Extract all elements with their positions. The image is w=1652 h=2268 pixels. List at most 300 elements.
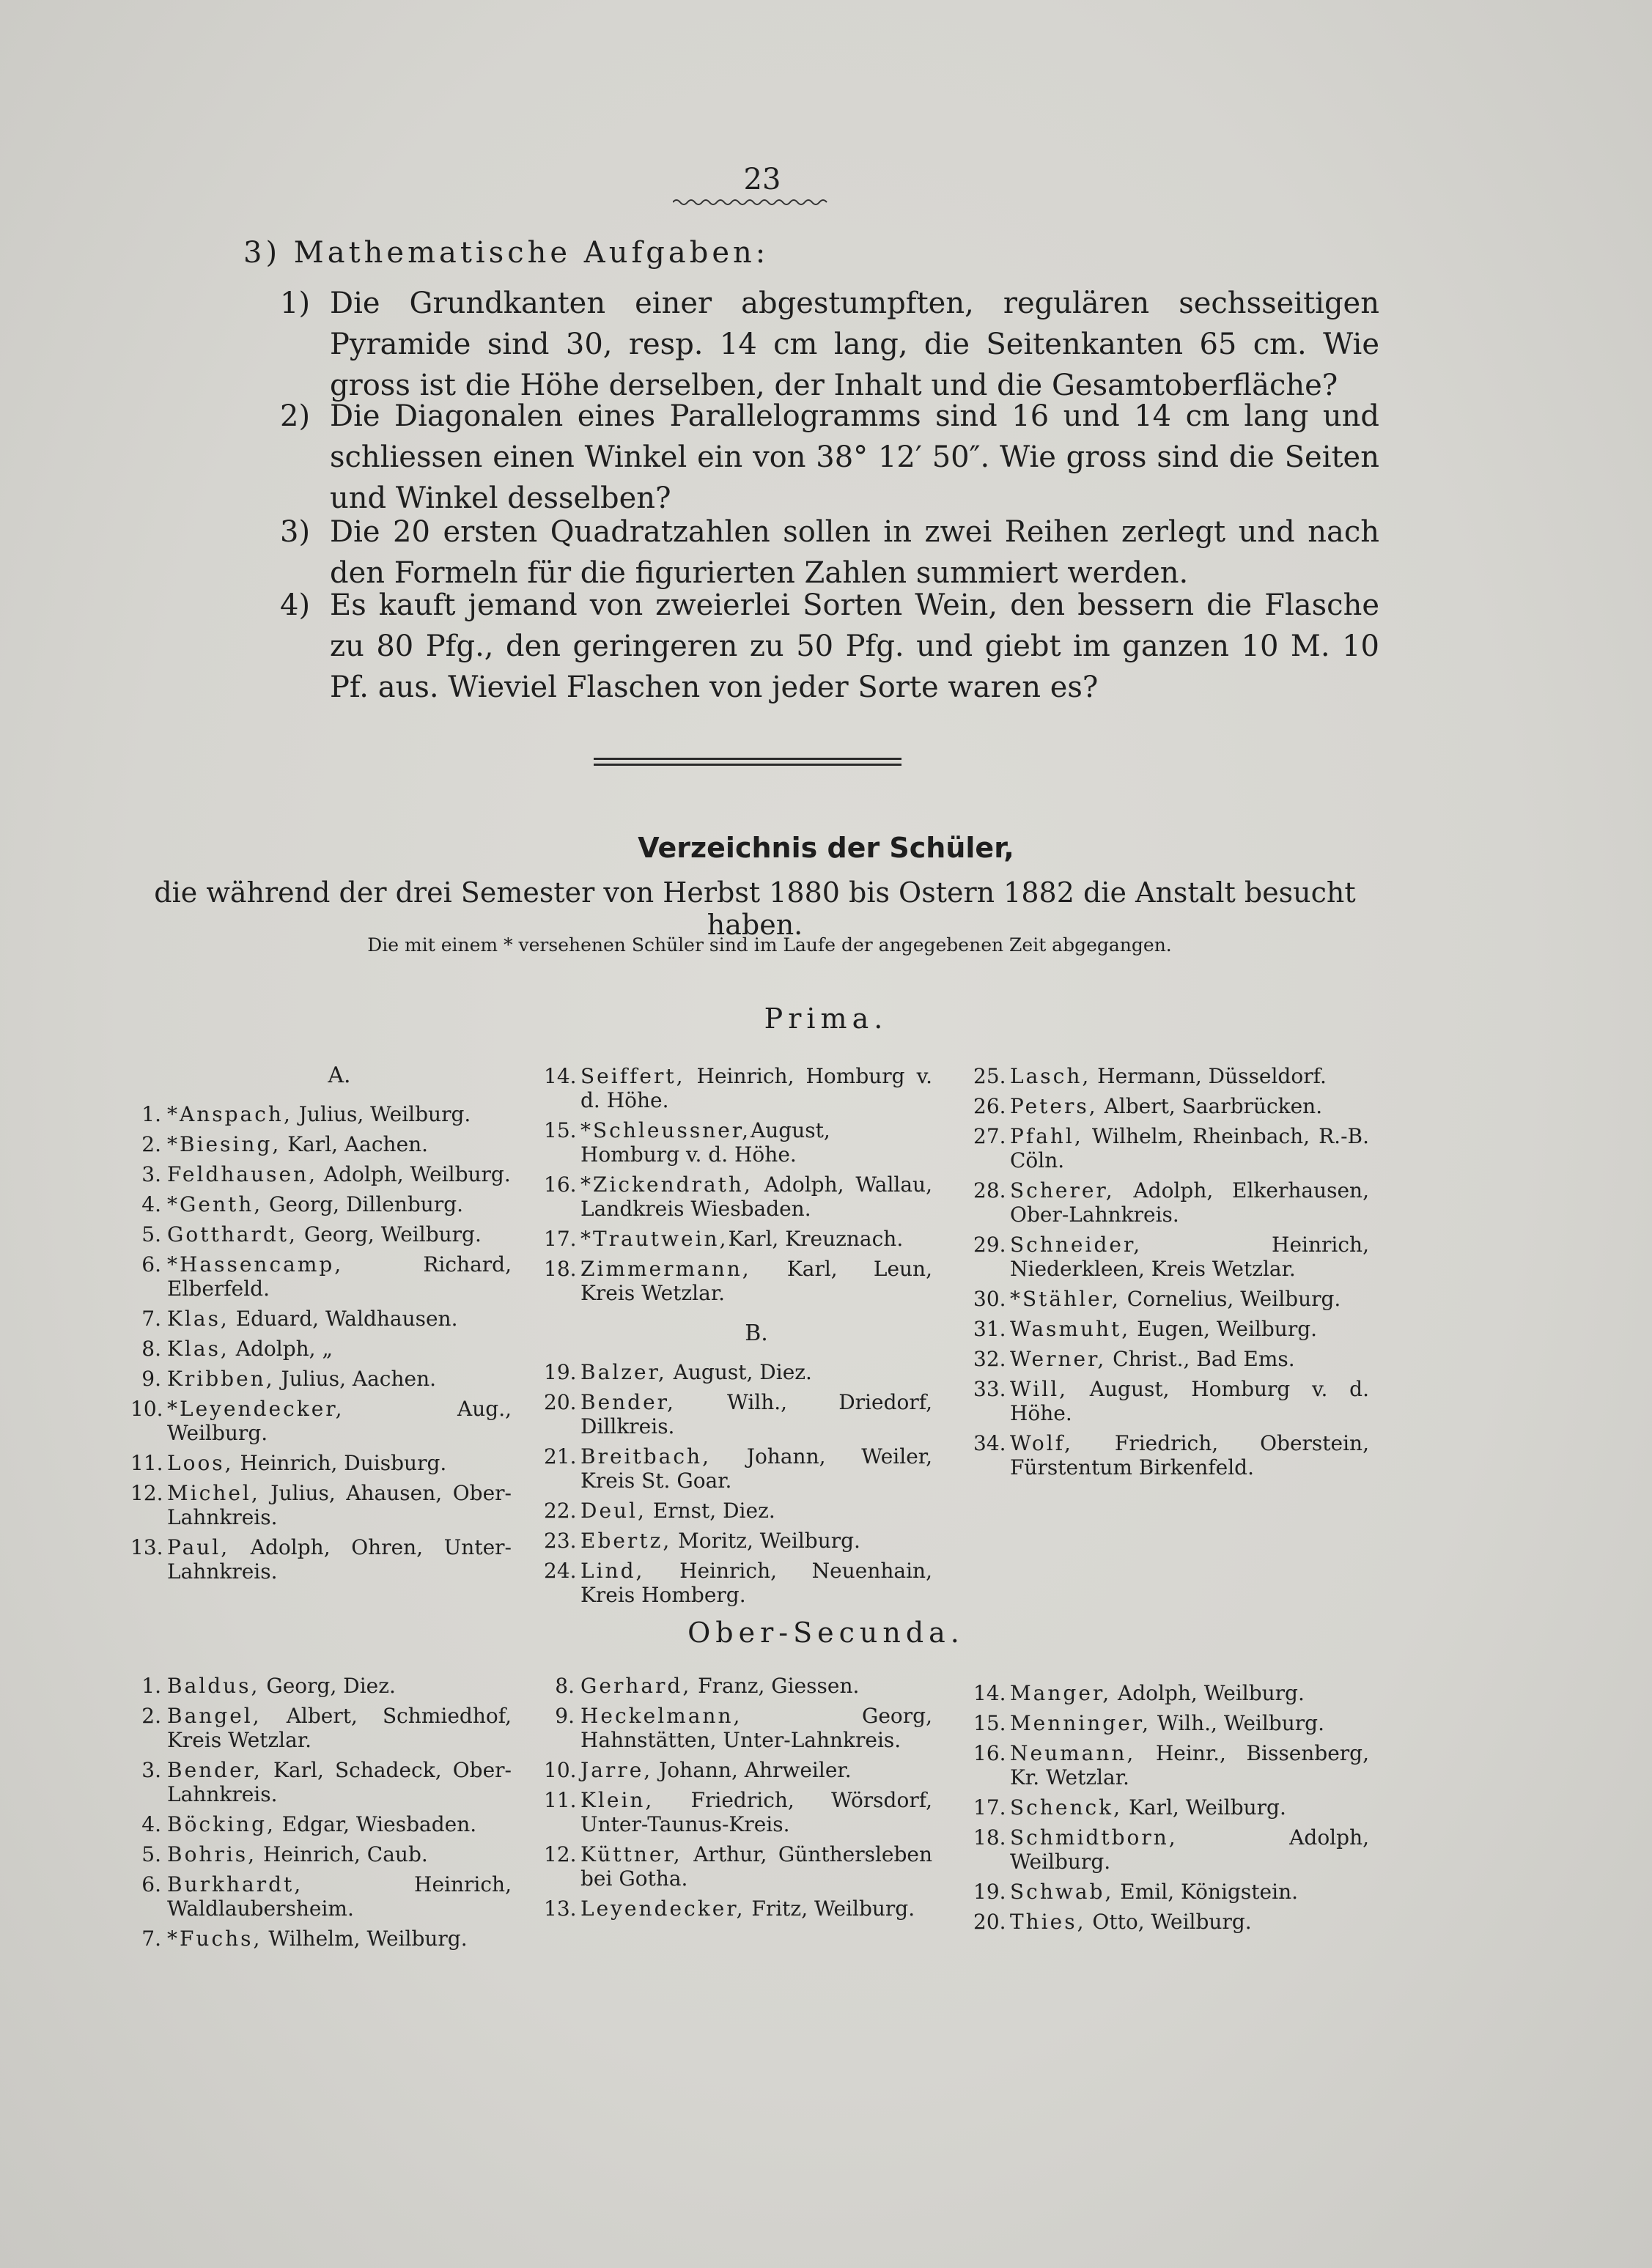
entry-text: [167, 1451, 512, 1475]
student-surname: Menninger,: [1010, 1711, 1151, 1735]
entry-number: 4.: [141, 1812, 161, 1836]
entry-number: 21.: [544, 1444, 577, 1469]
entry-text: [167, 1481, 512, 1529]
entry-text: [580, 1390, 932, 1438]
entry-text: [1010, 1431, 1369, 1480]
entry-number: 6.: [141, 1872, 161, 1896]
student-details: Moritz, Weilburg.: [671, 1529, 860, 1553]
prima-column-2: [544, 1064, 932, 1613]
list-title: Verzeichnis der Schüler,: [638, 832, 1014, 864]
student-surname: Klas,: [167, 1307, 229, 1331]
entry-number: 13.: [130, 1535, 163, 1559]
student-details: Johann, Weiler, Kreis St. Goar.: [580, 1444, 932, 1493]
entry-text: [580, 1444, 932, 1493]
student-entry: [130, 1367, 512, 1391]
entry-text: [167, 1337, 512, 1361]
student-details: Adolph, Elkerhausen, Ober-Lahnkreis.: [1010, 1178, 1369, 1227]
student-details: Karl, Weilburg.: [1122, 1795, 1286, 1820]
entry-number: 29.: [973, 1233, 1006, 1257]
entry-number: 10.: [130, 1397, 163, 1421]
student-surname: Ebertz,: [580, 1529, 672, 1553]
entry-number: 14.: [973, 1681, 1006, 1705]
entry-number: 30.: [973, 1287, 1006, 1311]
entry-text: [580, 1788, 932, 1836]
entry-text: [1010, 1064, 1369, 1088]
student-surname: Thies,: [1010, 1910, 1086, 1934]
entry-number: 8.: [555, 1674, 575, 1698]
student-surname: Heckelmann,: [580, 1704, 742, 1728]
entry-number: 26.: [973, 1094, 1006, 1118]
student-entry: [544, 1674, 932, 1698]
entry-text: [167, 1367, 512, 1391]
student-details: Richard, Elberfeld.: [167, 1252, 512, 1301]
entry-text: [1010, 1287, 1369, 1311]
section-heading-obersecunda: Ober-Secunda.: [687, 1617, 965, 1649]
entry-text: [580, 1704, 932, 1752]
entry-number: 15.: [973, 1711, 1006, 1735]
student-details: Ernst, Diez.: [646, 1499, 775, 1523]
student-details: August, Diez.: [666, 1360, 812, 1384]
student-entry: [544, 1227, 932, 1251]
student-entry: [130, 1222, 512, 1246]
entry-number: 8.: [141, 1337, 161, 1361]
section-heading-prima: Prima.: [764, 1002, 888, 1035]
student-surname: Bender,: [167, 1758, 262, 1782]
entry-text: [580, 1559, 932, 1607]
student-entry: [973, 1317, 1369, 1341]
student-details: Heinr., Bissenberg, Kr. Wetzlar.: [1010, 1741, 1369, 1789]
entry-number: 13.: [544, 1896, 577, 1921]
student-details: Karl, Aachen.: [281, 1132, 429, 1156]
student-surname: Bohris,: [167, 1842, 257, 1866]
entry-text: [580, 1896, 932, 1921]
student-entry: [130, 1337, 512, 1361]
entry-number: 20.: [544, 1390, 577, 1414]
student-surname: Wasmuht,: [1010, 1317, 1131, 1341]
student-details: Georg, Weilburg.: [297, 1222, 482, 1246]
entry-number: 28.: [973, 1178, 1006, 1203]
entry-number: 33.: [973, 1377, 1006, 1401]
student-surname: Gotthardt,: [167, 1222, 298, 1246]
student-entry: [130, 1535, 512, 1584]
entry-number: 16.: [544, 1172, 577, 1197]
entry-text: [580, 1227, 932, 1251]
entry-text: [1010, 1377, 1369, 1425]
student-details: Eduard, Waldhausen.: [229, 1307, 458, 1331]
student-entry: [130, 1162, 512, 1186]
entry-number: 10.: [544, 1758, 577, 1782]
student-details: August, Homburg v. d. Höhe.: [580, 1118, 830, 1167]
list-note: Die mit einem * versehenen Schüler sind im Laufe der angegebenen Zeit abgegangen.: [367, 934, 1172, 956]
student-entry: [973, 1233, 1369, 1281]
student-details: Julius, Weilburg.: [292, 1102, 471, 1126]
entry-text: [167, 1758, 512, 1806]
student-details: Georg, Dillenburg.: [262, 1192, 464, 1216]
student-details: Wilhelm, Rheinbach, R.-B. Cöln.: [1010, 1124, 1369, 1172]
student-entry: [973, 1347, 1369, 1371]
student-details: Georg, Hahnstätten, Unter-Lahnkreis.: [580, 1704, 932, 1752]
prima-column-3: [973, 1064, 1369, 1485]
entry-text: [580, 1360, 932, 1384]
entry-text: [580, 1499, 932, 1523]
student-surname: Lasch,: [1010, 1064, 1091, 1088]
student-details: Julius, Aachen.: [274, 1367, 437, 1391]
student-details: Heinrich, Waldlaubersheim.: [167, 1872, 512, 1921]
entry-number: 27.: [973, 1124, 1006, 1148]
student-surname: Michel,: [167, 1481, 260, 1505]
entry-number: 11.: [130, 1451, 163, 1475]
student-surname: Baldus,: [167, 1674, 260, 1698]
student-surname: Loos,: [167, 1451, 234, 1475]
student-surname: Lind,: [580, 1559, 645, 1583]
entry-text: [1010, 1910, 1369, 1934]
entry-text: [1010, 1317, 1369, 1341]
student-surname: Bangel,: [167, 1704, 262, 1728]
student-details: Wilh., Driedorf, Dillkreis.: [580, 1390, 932, 1438]
entry-number: 19.: [544, 1360, 577, 1384]
entry-number: 3.: [141, 1758, 161, 1782]
student-entry: [544, 1704, 932, 1752]
problem-text: Die Diagonalen eines Parallelogramms sind 16 und 14 cm lang und schliessen einen Winkel ein von 38° 12′ 50″. Wie gross sind die Seiten und Winkel desselben?: [330, 399, 1379, 515]
student-entry: [130, 1758, 512, 1806]
student-details: Eugen, Weilburg.: [1130, 1317, 1318, 1341]
entry-text: [580, 1064, 932, 1112]
student-details: Hermann, Düsseldorf.: [1091, 1064, 1327, 1088]
entry-number: 12.: [544, 1842, 577, 1866]
entry-number: 34.: [973, 1431, 1006, 1455]
student-entry: [544, 1896, 932, 1921]
student-entry: [973, 1431, 1369, 1480]
student-surname: Breitbach,: [580, 1444, 711, 1469]
prima-column-1: [130, 1061, 512, 1589]
student-details: Wilhelm, Weilburg.: [262, 1927, 468, 1951]
student-surname: Jarre,: [580, 1758, 653, 1782]
student-surname: Schmidtborn,: [1010, 1825, 1178, 1850]
entry-number: 22.: [544, 1499, 577, 1523]
math-problem: [280, 396, 1379, 519]
problem-number: 2): [280, 399, 311, 433]
entry-number: 4.: [141, 1192, 161, 1216]
student-entry: [130, 1252, 512, 1301]
student-details: Albert, Schmiedhof, Kreis Wetzlar.: [167, 1704, 512, 1752]
student-details: Heinrich, Neuenhain, Kreis Homberg.: [580, 1559, 932, 1607]
student-surname: *Genth,: [167, 1192, 263, 1216]
student-details: Aug., Weilburg.: [167, 1397, 512, 1445]
student-entry: [544, 1118, 932, 1167]
student-details: Arthur, Günthersleben bei Gotha.: [580, 1842, 932, 1891]
student-surname: Küttner,: [580, 1842, 682, 1866]
math-heading: 3) Mathematische Aufgaben:: [243, 236, 770, 270]
student-entry: [973, 1910, 1369, 1934]
student-entry: [130, 1812, 512, 1836]
student-details: Edgar, Wiesbaden.: [275, 1812, 477, 1836]
entry-number: 23.: [544, 1529, 577, 1553]
problem-text: Die 20 ersten Quadratzahlen sollen in zwei Reihen zerlegt und nach den Formeln für die figurierten Zahlen summiert werden.: [330, 515, 1379, 590]
student-surname: *Stähler,: [1010, 1287, 1121, 1311]
student-entry: [130, 1451, 512, 1475]
student-entry: [973, 1825, 1369, 1874]
problem-number: 3): [280, 515, 311, 549]
math-problem: [280, 511, 1379, 594]
student-entry: [544, 1788, 932, 1836]
entry-text: [1010, 1880, 1369, 1904]
entry-text: [167, 1704, 512, 1752]
entry-text: [1010, 1094, 1369, 1118]
student-surname: Klas,: [167, 1337, 229, 1361]
student-details: Adolph, Ohren, Unter-Lahnkreis.: [167, 1535, 512, 1584]
student-details: Heinrich, Caub.: [257, 1842, 428, 1866]
page-number-ornament: [673, 198, 830, 207]
student-entry: [130, 1192, 512, 1216]
entry-text: [167, 1397, 512, 1445]
student-entry: [130, 1927, 512, 1951]
student-surname: Will,: [1010, 1377, 1069, 1401]
entry-number: 11.: [544, 1788, 577, 1812]
entry-text: [167, 1307, 512, 1331]
entry-text: [167, 1872, 512, 1921]
student-details: Adolph, „: [229, 1337, 333, 1361]
student-surname: Manger,: [1010, 1681, 1112, 1705]
student-details: Heinrich, Homburg v. d. Höhe.: [580, 1064, 932, 1112]
student-entry: [973, 1178, 1369, 1227]
student-entry: [130, 1397, 512, 1445]
student-entry: [544, 1390, 932, 1438]
entry-text: [1010, 1825, 1369, 1874]
entry-text: [1010, 1347, 1369, 1371]
entry-text: [1010, 1233, 1369, 1281]
entry-number: 1.: [141, 1102, 161, 1126]
entry-number: 20.: [973, 1910, 1006, 1934]
student-entry: [544, 1064, 932, 1112]
student-surname: *Fuchs,: [167, 1927, 262, 1951]
entry-text: [580, 1842, 932, 1891]
student-entry: [130, 1307, 512, 1331]
separator-rule: [594, 764, 901, 766]
student-details: Karl, Schadeck, Ober-Lahnkreis.: [167, 1758, 512, 1806]
entry-number: 9.: [555, 1704, 575, 1728]
entry-text: [167, 1812, 512, 1836]
entry-text: [580, 1529, 932, 1553]
student-entry: [130, 1704, 512, 1752]
student-surname: Deul,: [580, 1499, 646, 1523]
student-surname: Seiffert,: [580, 1064, 685, 1088]
student-entry: [130, 1674, 512, 1698]
student-entry: [544, 1758, 932, 1782]
entry-text: [1010, 1741, 1369, 1789]
student-entry: [973, 1287, 1369, 1311]
entry-text: [167, 1162, 512, 1186]
group-heading-b: B.: [745, 1320, 768, 1346]
student-entry: [973, 1711, 1369, 1735]
entry-number: 6.: [141, 1252, 161, 1277]
obersecunda-column-3: [973, 1681, 1369, 1940]
entry-text: [1010, 1124, 1369, 1172]
student-surname: *Zickendrath,: [580, 1172, 753, 1197]
student-entry: [973, 1795, 1369, 1820]
student-details: Friedrich, Oberstein, Fürstentum Birkenfeld.: [1010, 1431, 1369, 1480]
student-details: Heinrich, Duisburg.: [233, 1451, 447, 1475]
student-details: Christ., Bad Ems.: [1106, 1347, 1295, 1371]
student-surname: Neumann,: [1010, 1741, 1136, 1765]
entry-number: 3.: [141, 1162, 161, 1186]
student-surname: *Trautwein,: [580, 1227, 729, 1251]
entry-number: 15.: [544, 1118, 577, 1142]
student-details: Friedrich, Wörsdorf, Unter-Taunus-Kreis.: [580, 1788, 932, 1836]
obersecunda-column-2: [544, 1674, 932, 1927]
student-details: Otto, Weilburg.: [1085, 1910, 1252, 1934]
entry-text: [580, 1674, 932, 1698]
student-details: Adolph, Weilburg.: [317, 1162, 511, 1186]
student-surname: *Hassencamp,: [167, 1252, 344, 1277]
separator-rule: [594, 758, 901, 760]
student-surname: Kribben,: [167, 1367, 275, 1391]
student-details: Johann, Ahrweiler.: [652, 1758, 852, 1782]
student-entry: [973, 1741, 1369, 1789]
entry-number: 7.: [141, 1307, 161, 1331]
entry-text: [1010, 1681, 1369, 1705]
student-surname: *Anspach,: [167, 1102, 292, 1126]
entry-text: [1010, 1178, 1369, 1227]
entry-text: [580, 1118, 932, 1167]
entry-text: [167, 1674, 512, 1698]
student-details: Georg, Diez.: [259, 1674, 396, 1698]
entry-number: 19.: [973, 1880, 1006, 1904]
student-entry: [130, 1481, 512, 1529]
student-surname: Klein,: [580, 1788, 654, 1812]
entry-number: 16.: [973, 1741, 1006, 1765]
problem-number: 4): [280, 588, 311, 622]
student-details: Wilh., Weilburg.: [1151, 1711, 1324, 1735]
student-surname: Paul,: [167, 1535, 230, 1559]
student-details: Fritz, Weilburg.: [745, 1896, 915, 1921]
student-details: Emil, Königstein.: [1113, 1880, 1299, 1904]
problem-number: 1): [280, 287, 311, 320]
student-details: Julius, Ahausen, Ober-Lahnkreis.: [167, 1481, 512, 1529]
student-entry: [973, 1094, 1369, 1118]
student-surname: Schwab,: [1010, 1880, 1114, 1904]
entry-number: 14.: [544, 1064, 577, 1088]
student-entry: [973, 1681, 1369, 1705]
page-number: 23: [743, 163, 781, 196]
entry-text: [580, 1758, 932, 1782]
entry-number: 5.: [141, 1842, 161, 1866]
entry-number: 9.: [141, 1367, 161, 1391]
student-entry: [544, 1257, 932, 1305]
student-entry: [544, 1444, 932, 1493]
student-surname: Pfahl,: [1010, 1124, 1083, 1148]
student-details: Franz, Giessen.: [691, 1674, 860, 1698]
entry-text: [580, 1257, 932, 1305]
entry-number: 31.: [973, 1317, 1006, 1341]
entry-number: 24.: [544, 1559, 577, 1583]
entry-number: 17.: [544, 1227, 577, 1251]
student-surname: *Biesing,: [167, 1132, 281, 1156]
entry-text: [167, 1132, 512, 1156]
student-surname: Peters,: [1010, 1094, 1098, 1118]
student-entry: [130, 1102, 512, 1126]
math-problem: [280, 585, 1379, 708]
student-surname: Balzer,: [580, 1360, 667, 1384]
entry-text: [1010, 1711, 1369, 1735]
entry-text: [167, 1535, 512, 1584]
entry-number: 2.: [141, 1132, 161, 1156]
student-entry: [544, 1172, 932, 1221]
list-subtitle: die während der drei Semester von Herbst 1880 bis Ostern 1882 die Anstalt besucht haben.: [154, 876, 1356, 941]
entry-number: 17.: [973, 1795, 1006, 1820]
student-details: Karl, Kreuznach.: [728, 1227, 904, 1251]
student-details: Albert, Saarbrücken.: [1097, 1094, 1323, 1118]
student-entry: [544, 1499, 932, 1523]
student-details: Karl, Leun, Kreis Wetzlar.: [580, 1257, 932, 1305]
student-surname: Gerhard,: [580, 1674, 692, 1698]
group-heading-a: A.: [328, 1063, 351, 1088]
entry-text: [167, 1842, 512, 1866]
entry-number: 7.: [141, 1927, 161, 1951]
student-surname: Bender,: [580, 1390, 676, 1414]
student-details: Heinrich, Niederkleen, Kreis Wetzlar.: [1010, 1233, 1369, 1281]
entry-text: [167, 1102, 512, 1126]
student-details: Adolph, Weilburg.: [1010, 1825, 1369, 1874]
entry-number: 25.: [973, 1064, 1006, 1088]
student-surname: Böcking,: [167, 1812, 276, 1836]
student-details: Cornelius, Weilburg.: [1120, 1287, 1341, 1311]
problem-text: Es kauft jemand von zweierlei Sorten Wein, den bessern die Flasche zu 80 Pfg., den geringeren zu 50 Pfg. und giebt im ganzen 10 M. 10 Pf. aus. Wieviel Flaschen von jeder Sorte waren es?: [330, 588, 1379, 704]
problem-text: Die Grundkanten einer abgestumpften, regulären sechsseitigen Pyramide sind 30, resp. 14 cm lang, die Seitenkanten 65 cm. Wie gross ist die Höhe derselben, der Inhalt und die Gesamtoberfläche?: [330, 287, 1379, 402]
entry-number: 12.: [130, 1481, 163, 1505]
entry-number: 1.: [141, 1674, 161, 1698]
student-details: Adolph, Weilburg.: [1111, 1681, 1305, 1705]
entry-number: 5.: [141, 1222, 161, 1246]
entry-number: 18.: [973, 1825, 1006, 1850]
student-surname: Burkhardt,: [167, 1872, 303, 1896]
entry-number: 18.: [544, 1257, 577, 1281]
student-surname: Werner,: [1010, 1347, 1107, 1371]
student-surname: Leyendecker,: [580, 1896, 745, 1921]
student-entry: [973, 1880, 1369, 1904]
student-surname: *Leyendecker,: [167, 1397, 344, 1421]
student-surname: Wolf,: [1010, 1431, 1073, 1455]
student-surname: Feldhausen,: [167, 1162, 317, 1186]
entry-text: [167, 1252, 512, 1301]
student-entry: [130, 1132, 512, 1156]
student-entry: [130, 1872, 512, 1921]
entry-text: [167, 1192, 512, 1216]
student-surname: Schenck,: [1010, 1795, 1123, 1820]
entry-text: [1010, 1795, 1369, 1820]
math-problem: [280, 283, 1379, 406]
student-details: Adolph, Wallau, Landkreis Wiesbaden.: [580, 1172, 932, 1221]
student-details: August, Homburg v. d. Höhe.: [1010, 1377, 1369, 1425]
student-entry: [544, 1559, 932, 1607]
student-surname: Scherer,: [1010, 1178, 1115, 1203]
student-entry: [973, 1064, 1369, 1088]
obersecunda-column-1: [130, 1674, 512, 1957]
student-entry: [544, 1842, 932, 1891]
student-entry: [130, 1842, 512, 1866]
entry-number: 2.: [141, 1704, 161, 1728]
student-surname: Schneider,: [1010, 1233, 1143, 1257]
student-entry: [973, 1124, 1369, 1172]
entry-text: [580, 1172, 932, 1221]
student-entry: [544, 1360, 932, 1384]
student-surname: *Schleussner,: [580, 1118, 751, 1142]
student-entry: [544, 1529, 932, 1553]
entry-text: [167, 1222, 512, 1246]
student-surname: Zimmermann,: [580, 1257, 751, 1281]
student-entry: [973, 1377, 1369, 1425]
entry-number: 32.: [973, 1347, 1006, 1371]
entry-text: [167, 1927, 512, 1951]
